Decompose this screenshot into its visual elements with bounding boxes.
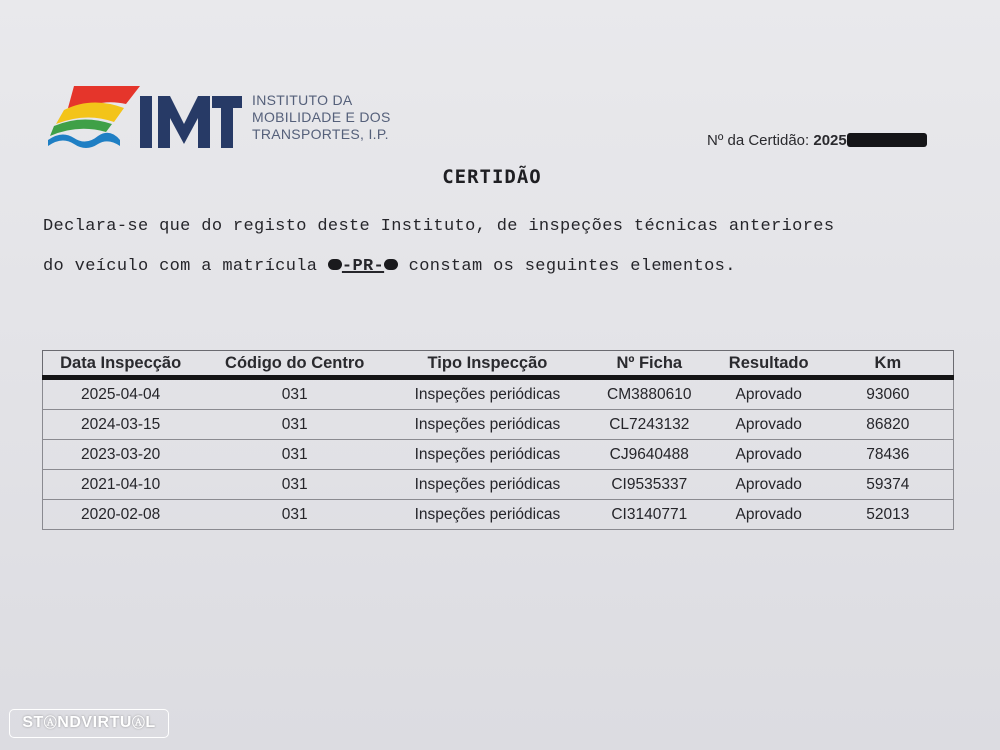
cell-inspection-type: Inspeções periódicas [391, 440, 584, 470]
table-row [43, 470, 954, 500]
logo-letter-m [158, 96, 210, 148]
redaction-blob [384, 259, 398, 270]
table-row [43, 500, 954, 530]
redaction-blob [328, 259, 342, 270]
certificate-number-label: Nº da Certidão: [707, 132, 810, 149]
header-inspection-type: Tipo Inspecção [391, 351, 584, 378]
cell-km: 52013 [823, 500, 954, 530]
cell-center-code: 031 [198, 378, 391, 410]
cell-result: Aprovado [715, 440, 823, 470]
cell-km: 86820 [823, 410, 954, 440]
header-sheet-number: Nº Ficha [584, 351, 715, 378]
certificate-number-value: 2025 [813, 132, 847, 149]
cell-date: 2023-03-20 [43, 440, 199, 470]
cell-result: Aprovado [715, 470, 823, 500]
statement-text: do veículo com a matrícula [43, 257, 328, 276]
cell-center-code: 031 [198, 410, 391, 440]
cell-inspection-type: Inspeções periódicas [391, 500, 584, 530]
cell-result: Aprovado [715, 378, 823, 410]
redaction-bar [847, 133, 927, 147]
cell-inspection-type: Inspeções periódicas [391, 378, 584, 410]
logo-text-line: INSTITUTO DA [252, 92, 353, 108]
cell-sheet-number: CI9535337 [584, 470, 715, 500]
logo-text-line: MOBILIDADE E DOS [252, 109, 391, 125]
logo-institute-name [252, 92, 391, 143]
logo-letter-i [140, 96, 152, 148]
standvirtual-watermark: STⒶNDVIRTUⒶL [9, 709, 169, 738]
cell-inspection-type: Inspeções periódicas [391, 410, 584, 440]
cell-date: 2025-04-04 [43, 378, 199, 410]
inspection-table [42, 350, 954, 530]
cell-date: 2024-03-15 [43, 410, 199, 440]
logo-letter-t [212, 96, 242, 148]
document-title: CERTIDÃO [442, 166, 542, 188]
cell-result: Aprovado [715, 500, 823, 530]
cell-sheet-number: CI3140771 [584, 500, 715, 530]
logo-blue-wave [48, 133, 120, 148]
plate-middle: -PR- [341, 257, 385, 276]
cell-km: 78436 [823, 440, 954, 470]
header-center-code: Código do Centro [198, 351, 391, 378]
header-date: Data Inspecção [43, 351, 199, 378]
cell-center-code: 031 [198, 470, 391, 500]
statement-line-1: Declara-se que do registo deste Instituto, de inspeções técnicas anteriores [43, 217, 835, 236]
statement-text: constam os seguintes elementos. [398, 257, 736, 276]
cell-sheet-number: CM3880610 [584, 378, 715, 410]
cell-result: Aprovado [715, 410, 823, 440]
statement-line-2 [43, 257, 958, 276]
cell-sheet-number: CL7243132 [584, 410, 715, 440]
logo-text-line: TRANSPORTES, I.P. [252, 126, 389, 142]
cell-date: 2021-04-10 [43, 470, 199, 500]
table-header-row [43, 351, 954, 378]
certificate-number [707, 132, 927, 149]
cell-km: 59374 [823, 470, 954, 500]
header-result: Resultado [715, 351, 823, 378]
table-row [43, 440, 954, 470]
cell-center-code: 031 [198, 500, 391, 530]
cell-date: 2020-02-08 [43, 500, 199, 530]
header-km: Km [823, 351, 954, 378]
cell-km: 93060 [823, 378, 954, 410]
license-plate [328, 257, 398, 276]
cell-sheet-number: CJ9640488 [584, 440, 715, 470]
cell-center-code: 031 [198, 440, 391, 470]
table-row [43, 410, 954, 440]
cell-inspection-type: Inspeções periódicas [391, 470, 584, 500]
table-row [43, 378, 954, 410]
